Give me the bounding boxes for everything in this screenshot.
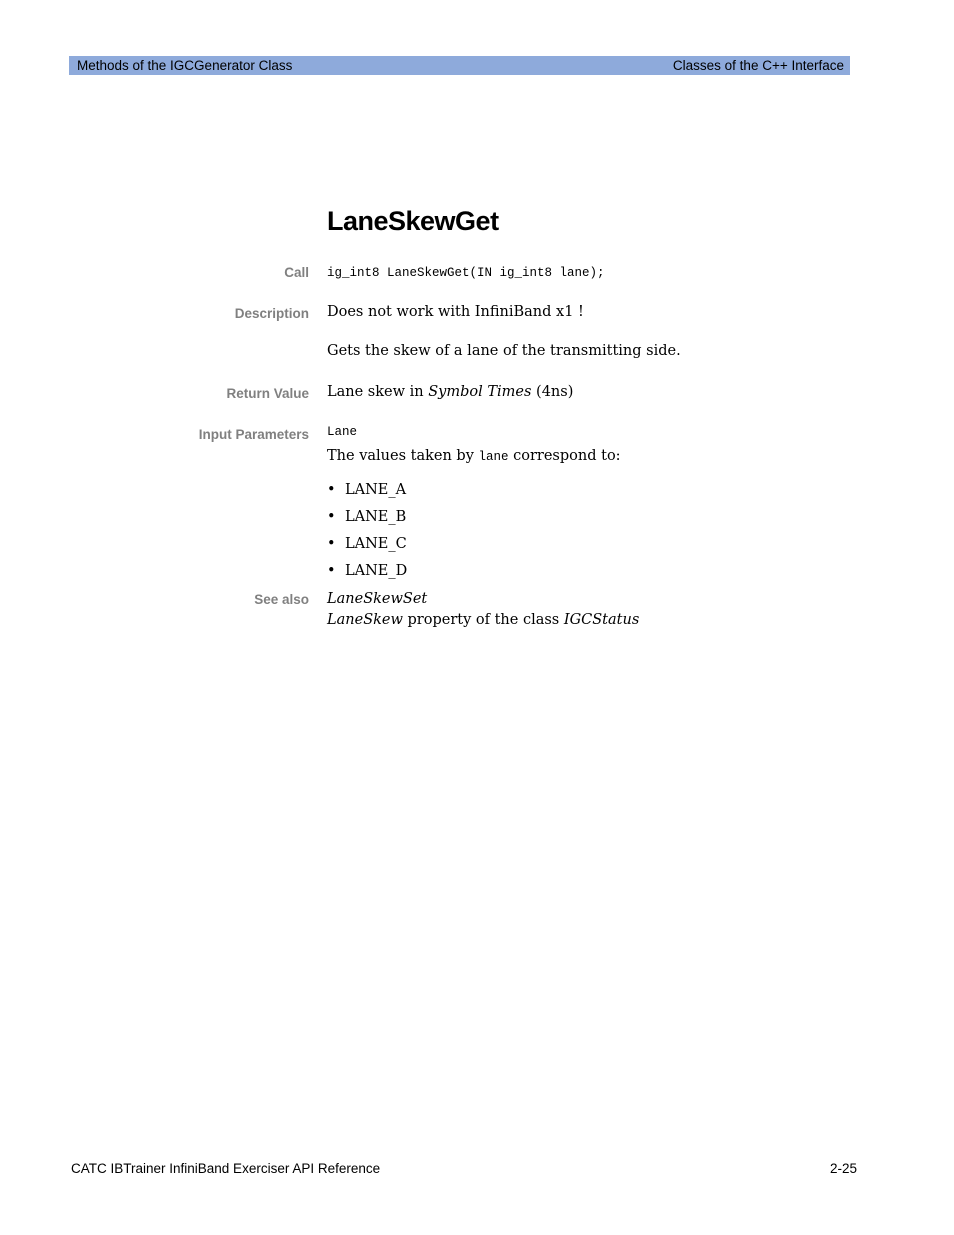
return-value-label: Return Value xyxy=(226,386,309,401)
running-header xyxy=(69,56,850,75)
return-value-emphasis: Symbol Times xyxy=(428,384,532,400)
see-also-text: property of the class xyxy=(402,612,564,628)
page-title: LaneSkewGet xyxy=(327,206,499,236)
return-value-prefix: Lane skew in xyxy=(327,384,429,400)
return-value-suffix: (4ns) xyxy=(531,384,574,400)
description-line-2: Gets the skew of a lane of the transmitting side. xyxy=(327,343,681,359)
return-value-text xyxy=(327,384,573,400)
footer-page-number: 2-25 xyxy=(829,1161,857,1176)
parameter-text-prefix: The values taken by xyxy=(327,448,479,464)
call-label: Call xyxy=(284,265,309,280)
bullet-icon: • xyxy=(327,535,336,552)
see-also-label: See also xyxy=(254,592,309,607)
lane-value: LANE_D xyxy=(345,562,408,579)
call-signature: ig_int8 LaneSkewGet(IN ig_int8 lane); xyxy=(327,266,605,280)
description-line-1: Does not work with InfiniBand x1 ! xyxy=(327,304,584,320)
list-item xyxy=(327,557,407,584)
parameter-name: Lane xyxy=(327,425,358,439)
bullet-icon: • xyxy=(327,481,336,498)
footer-document-title: CATC IBTrainer InfiniBand Exerciser API Reference xyxy=(71,1161,381,1176)
header-chapter-title: Classes of the C++ Interface xyxy=(672,58,844,73)
list-item xyxy=(327,503,407,530)
description-label: Description xyxy=(234,306,309,321)
see-also-link-laneskewset[interactable]: LaneSkewSet xyxy=(327,591,428,607)
list-item xyxy=(327,476,407,503)
parameter-description xyxy=(327,448,621,464)
list-item xyxy=(327,530,407,557)
input-parameters-label: Input Parameters xyxy=(198,427,309,442)
lane-value: LANE_A xyxy=(345,481,407,498)
bullet-icon: • xyxy=(327,508,336,525)
header-section-title: Methods of the IGCGenerator Class xyxy=(77,58,293,73)
parameter-inline-code: lane xyxy=(478,450,509,464)
see-also-line-2 xyxy=(327,612,639,628)
see-also-line-1 xyxy=(327,591,427,607)
lane-values-list xyxy=(327,476,407,584)
see-also-link-laneskew[interactable]: LaneSkew xyxy=(327,612,403,628)
see-also-link-igcstatus[interactable]: IGCStatus xyxy=(563,612,640,628)
lane-value: LANE_B xyxy=(345,508,407,525)
parameter-text-suffix: correspond to: xyxy=(508,448,621,464)
lane-value: LANE_C xyxy=(345,535,407,552)
bullet-icon: • xyxy=(327,562,336,579)
